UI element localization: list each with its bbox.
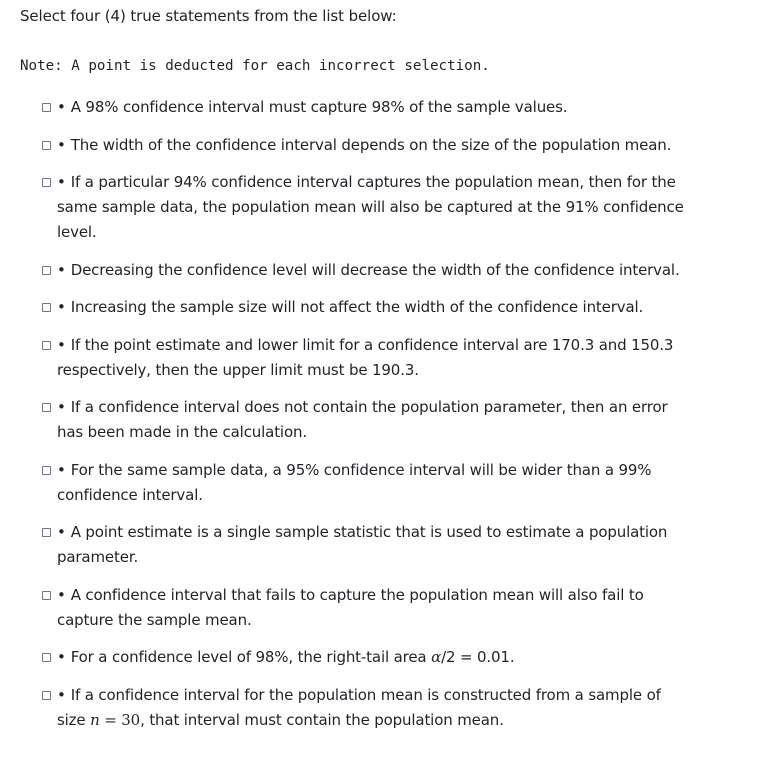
- option-11-text-before: For a confidence level of 98%, the right-tail area: [70, 648, 432, 666]
- option-2-checkbox[interactable]: [42, 141, 51, 150]
- option-6: [42, 333, 692, 383]
- sample-size-value: 30: [121, 710, 141, 729]
- option-11: [42, 645, 692, 670]
- bullet: •: [57, 685, 66, 704]
- option-12: [42, 683, 692, 733]
- option-7-checkbox[interactable]: [42, 403, 51, 412]
- option-6-text: If the point estimate and lower limit for a confidence interval are 170.3 and 150.3 respectively, then the upper limit must be 190.3.: [57, 335, 674, 379]
- option-8: [42, 458, 692, 508]
- alpha-symbol: α: [431, 648, 442, 666]
- option-3-text: If a particular 94% confidence interval captures the population mean, then for the same sample data, the population mean will also be captured at the 91% confidence level.: [57, 173, 684, 241]
- option-4-checkbox[interactable]: [42, 266, 51, 275]
- option-1: [42, 95, 692, 120]
- bullet: •: [57, 260, 66, 279]
- option-7: [42, 395, 692, 445]
- bullet: •: [57, 648, 66, 666]
- question-note: Note: A point is deducted for each incorrect selection.: [20, 58, 490, 74]
- bullet: •: [57, 98, 66, 116]
- option-11-checkbox[interactable]: [42, 653, 51, 662]
- question-prompt: Select four (4) true statements from the list below:: [20, 7, 397, 25]
- bullet: •: [57, 523, 66, 541]
- option-1-checkbox[interactable]: [42, 103, 51, 112]
- option-10: [42, 583, 692, 633]
- option-1-text: A 98% confidence interval must capture 98% of the sample values.: [70, 98, 568, 116]
- option-12-text-before: If a confidence interval for the population mean is constructed from a sample of size: [57, 685, 661, 729]
- option-5-checkbox[interactable]: [42, 303, 51, 312]
- option-10-checkbox[interactable]: [42, 591, 51, 600]
- option-3-checkbox[interactable]: [42, 178, 51, 187]
- option-7-text: If a confidence interval does not contain the population parameter, then an error has been made in the calculation.: [57, 398, 668, 441]
- equals-sign: =: [99, 710, 122, 729]
- bullet: •: [57, 298, 66, 316]
- option-12-text-after: , that interval must contain the population mean.: [140, 710, 504, 729]
- options-list: [42, 95, 692, 745]
- option-9: [42, 520, 692, 570]
- option-3: [42, 170, 692, 245]
- option-2-text: The width of the confidence interval depends on the size of the population mean.: [70, 135, 672, 154]
- bullet: •: [57, 585, 66, 604]
- option-12-checkbox[interactable]: [42, 691, 51, 700]
- option-9-checkbox[interactable]: [42, 528, 51, 537]
- bullet: •: [57, 398, 66, 416]
- option-5-text: Increasing the sample size will not affect the width of the confidence interval.: [70, 298, 644, 316]
- option-8-checkbox[interactable]: [42, 466, 51, 475]
- bullet: •: [57, 173, 66, 191]
- bullet: •: [57, 335, 66, 354]
- option-8-text: For the same sample data, a 95% confidence interval will be wider than a 99% confidence interval.: [57, 460, 652, 504]
- option-9-text: A point estimate is a single sample statistic that is used to estimate a population parameter.: [57, 523, 668, 566]
- option-11-text-after: /2 = 0.01.: [441, 648, 515, 666]
- option-6-checkbox[interactable]: [42, 341, 51, 350]
- option-2: [42, 133, 692, 158]
- option-4-text: Decreasing the confidence level will decrease the width of the confidence interval.: [70, 260, 680, 279]
- bullet: •: [57, 460, 66, 479]
- option-10-text: A confidence interval that fails to capture the population mean will also fail to capture the sample mean.: [57, 585, 644, 629]
- bullet: •: [57, 135, 66, 154]
- option-4: [42, 258, 692, 283]
- n-symbol: n: [90, 710, 100, 729]
- option-5: [42, 295, 692, 320]
